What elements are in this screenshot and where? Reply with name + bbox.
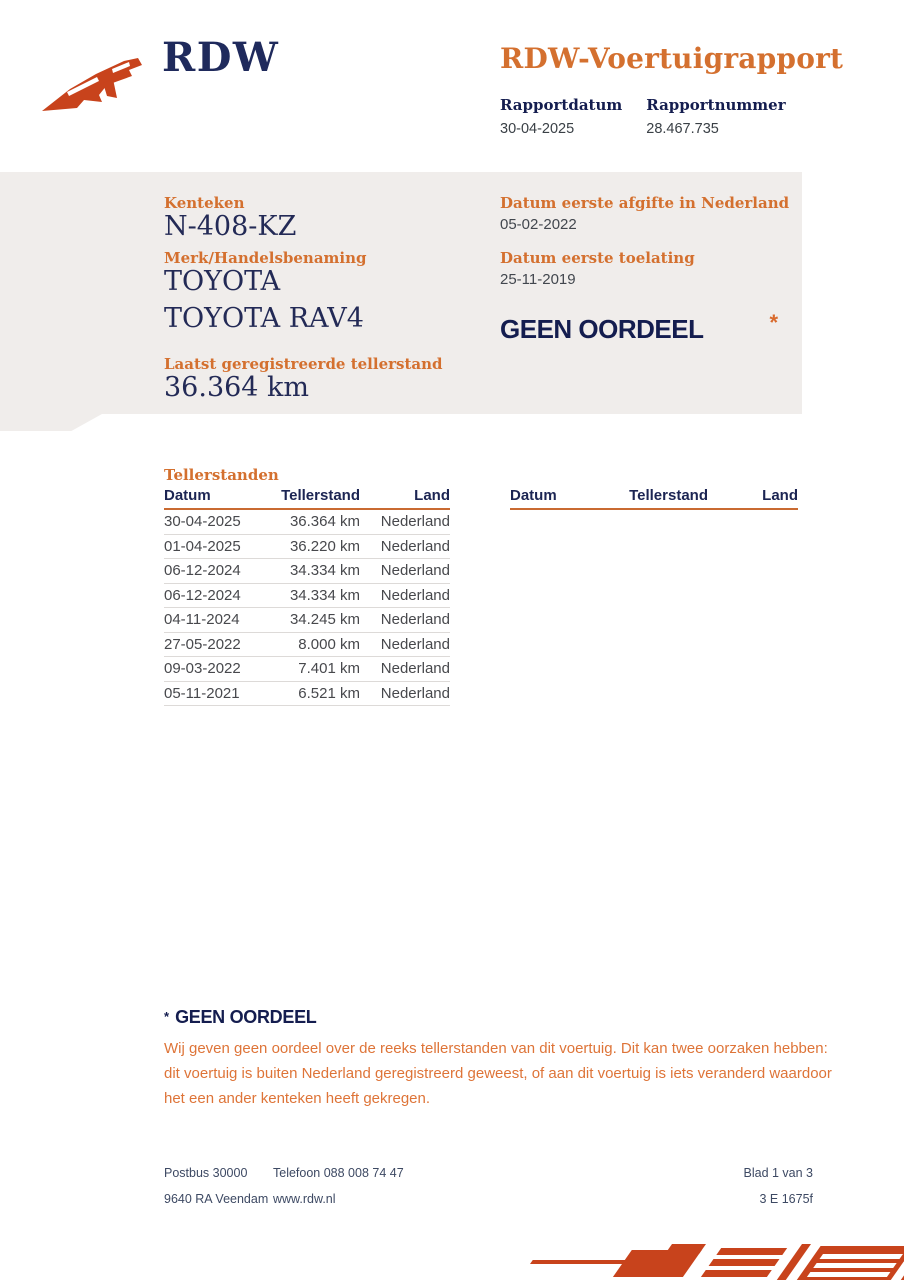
report-date-label: Rapportdatum <box>500 96 623 114</box>
table-cell: 06-12-2024 <box>164 586 241 604</box>
table-row <box>164 657 450 682</box>
table-cell: 09-03-2022 <box>164 660 241 678</box>
table-row <box>164 608 450 633</box>
table-cell: 36.364 km <box>289 513 360 531</box>
footnote-title: GEEN OORDEEL <box>175 1007 317 1027</box>
table-body <box>164 510 450 706</box>
table-cell: 01-04-2025 <box>164 537 241 555</box>
table-header-row <box>510 487 798 510</box>
report-number-cell <box>646 96 785 137</box>
rdw-logo-text: RDW <box>162 34 280 81</box>
toelating-label: Datum eerste toelating <box>500 249 695 267</box>
table-cell: Nederland <box>380 562 450 580</box>
info-box-slant-tab <box>0 414 102 431</box>
column-header-land: Land <box>762 487 798 504</box>
table-cell: Nederland <box>380 611 450 629</box>
footnote-asterisk: * <box>164 1009 170 1024</box>
table-cell: Nederland <box>380 586 450 604</box>
rdw-flag-logo-icon <box>40 54 148 116</box>
table-cell: 04-11-2024 <box>164 611 240 629</box>
tellerstanden-table-left <box>164 487 450 706</box>
table-cell: 05-11-2021 <box>164 684 240 702</box>
table-row <box>164 633 450 658</box>
report-number-label: Rapportnummer <box>646 96 786 114</box>
table-row <box>164 510 450 535</box>
toelating-value: 25-11-2019 <box>500 271 576 288</box>
footer-website: www.rdw.nl <box>273 1192 336 1206</box>
footer-city: 9640 RA Veendam <box>164 1192 269 1206</box>
footnote-text: Wij geven geen oordeel over de reeks tellerstanden van dit voertuig. Dit kan twee oorzaken hebben: dit voertuig is buiten Nederland geregistreerd geweest, of aan dit voertuig is iets veranderd waardoor het een ander kenteken heeft gekregen. <box>164 1040 832 1107</box>
table-row <box>164 535 450 560</box>
table-cell: 8.000 km <box>298 635 360 653</box>
afgifte-value: 05-02-2022 <box>500 216 577 233</box>
table-cell: 7.401 km <box>298 660 360 678</box>
report-number-value: 28.467.735 <box>646 121 719 137</box>
table-cell: Nederland <box>380 513 450 531</box>
column-header-land: Land <box>414 487 450 504</box>
merk-label: Merk/Handelsbenaming <box>164 249 367 267</box>
column-header-datum: Datum <box>164 487 211 504</box>
table-header-row <box>164 487 450 510</box>
table-row <box>164 584 450 609</box>
merk-value: TOYOTA TOYOTA RAV4 <box>164 266 364 334</box>
kenteken-value: N-408-KZ <box>164 211 297 242</box>
table-cell: 06-12-2024 <box>164 562 241 580</box>
tellerstand-value: 36.364 km <box>164 372 310 403</box>
tellerstand-label: Laatst geregistreerde tellerstand <box>164 355 443 373</box>
report-title: RDW-Voertuigrapport <box>500 42 844 75</box>
table-cell: 27-05-2022 <box>164 635 241 653</box>
table-row <box>164 559 450 584</box>
table-cell: 34.334 km <box>289 562 360 580</box>
rdw-stripes-motif-icon <box>518 1244 904 1280</box>
footer-page-indicator: Blad 1 van 3 <box>743 1166 813 1180</box>
tellerstanden-title: Tellerstanden <box>164 466 279 484</box>
column-header-tellerstand: Tellerstand <box>629 487 708 504</box>
table-cell: Nederland <box>380 537 450 555</box>
page-footer <box>0 1166 904 1226</box>
footnote-heading <box>164 1007 836 1028</box>
oordeel-verdict: GEEN OORDEEL <box>500 314 704 344</box>
table-cell: Nederland <box>380 660 450 678</box>
kenteken-label: Kenteken <box>164 194 245 212</box>
afgifte-label: Datum eerste afgifte in Nederland <box>500 194 790 212</box>
column-header-datum: Datum <box>510 487 557 504</box>
table-cell: 6.521 km <box>298 684 360 702</box>
table-cell: 30-04-2025 <box>164 513 241 531</box>
table-cell: Nederland <box>380 684 450 702</box>
table-cell: Nederland <box>380 635 450 653</box>
table-cell: 36.220 km <box>289 537 360 555</box>
report-date-value: 30-04-2025 <box>500 121 575 137</box>
footer-postbus: Postbus 30000 <box>164 1166 248 1180</box>
table-row <box>164 682 450 707</box>
report-meta <box>500 96 786 137</box>
vehicle-summary-box <box>0 172 802 414</box>
report-date-cell <box>500 96 622 137</box>
footer-doc-code: 3 E 1675f <box>759 1192 813 1206</box>
table-cell: 34.334 km <box>289 586 360 604</box>
oordeel-asterisk: * <box>769 310 778 335</box>
table-cell: 34.245 km <box>289 611 360 629</box>
footer-phone: Telefoon 088 008 74 47 <box>273 1166 404 1180</box>
column-header-tellerstand: Tellerstand <box>281 487 360 504</box>
geen-oordeel-footnote <box>164 1007 836 1111</box>
tellerstanden-table-right <box>510 487 798 510</box>
